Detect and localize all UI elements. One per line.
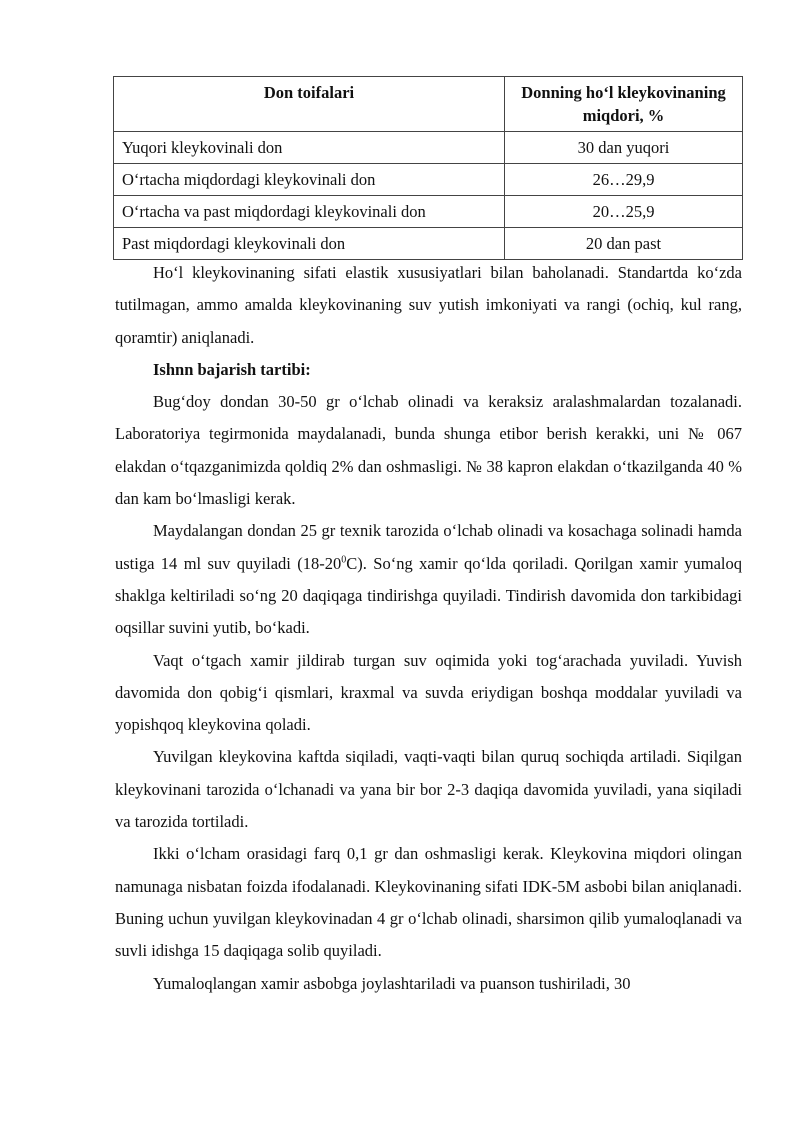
table-cell-amount: 20 dan past [505, 228, 743, 260]
paragraph-device-procedure: Yumaloqlangan xamir asbobga joylashtariladi va puanson tushiriladi, 30 [153, 973, 631, 993]
paragraph-text: C). Soʻng xamir qoʻlda qoriladi. Qorilgan xamir yumaloq shaklga keltiriladi soʻng 20 daqiqaga tindirishga quyiladi. Tindirish davomida don tarkibidagi oqsillar suvini yutib, boʻkadi. [115, 553, 742, 638]
column-header-category: Don toifalari [114, 77, 505, 132]
table-row [114, 132, 743, 164]
table-cell-amount: 30 dan yuqori [505, 132, 743, 164]
table-cell-category: Oʻrtacha miqdordagi kleykovinali don [114, 164, 505, 196]
paragraph-sample-preparation: Bugʻdoy dondan 30-50 gr oʻlchab olinadi va keraksiz aralashmalardan tozalanadi. Laboratoriya tegirmonida maydalanadi, bunda shunga etibor berish kerakki, uni № 067 elakdan oʻtqazganimizda qoldiq 2% dan oshmasligi. № 38 kapron elakdan oʻtkazilganda 40 % dan kam boʻlmasligi kerak. [115, 392, 742, 509]
paragraph-washing: Vaqt oʻtgach xamir jildirab turgan suv oqimida yoki togʻarachada yuviladi. Yuvish davomida don qobigʻi qismlari, kraxmal va suvda eriydigan boshqa moddalar yuviladi va yopishqoq kleykovina qoladi. [115, 650, 742, 735]
gluten-category-table [113, 76, 743, 260]
table-row [114, 196, 743, 228]
table-row [114, 164, 743, 196]
table-cell-category: Oʻrtacha va past miqdordagi kleykovinali don [114, 196, 505, 228]
paragraph-squeezing: Yuvilgan kleykovina kaftda siqiladi, vaqti-vaqti bilan quruq sochiqda artiladi. Siqilgan kleykovinani tarozida oʻlchanadi va yana bir bor 2-3 daqiqa davomida yuviladi, yana siqiladi va tarozida tortiladi. [115, 747, 742, 832]
body-text [115, 257, 742, 1000]
paragraph-quality-assessment: Hoʻl kleykovinaning sifati elastik xususiyatlari bilan baholanadi. Standartda koʻzda tutilmagan, ammo amalda kleykovinaning suv yutish imkoniyati va rangi (ochiq, kul rang, qoramtir) aniqlanadi. [115, 263, 742, 347]
table-cell-category: Past miqdordagi kleykovinali don [114, 228, 505, 260]
degree-superscript: 0 [341, 554, 347, 566]
section-heading: Ishnn bajarish tartibi: [153, 359, 311, 379]
table-cell-category: Yuqori kleykovinali don [114, 132, 505, 164]
table-cell-amount: 26…29,9 [505, 164, 743, 196]
paragraph-dough-kneading [115, 515, 742, 644]
table-header-row [114, 77, 743, 132]
paragraph-text: Maydalangan dondan 25 gr texnik tarozida oʻlchab olinadi va kosachaga solinadi hamda ustiga 14 ml suv quyiladi (18-20 [115, 521, 742, 573]
table-cell-amount: 20…25,9 [505, 196, 743, 228]
table-row [114, 228, 743, 260]
paragraph-measurement: Ikki oʻlcham orasidagi farq 0,1 gr dan oshmasligi kerak. Kleykovina miqdori olingan namunaga nisbatan foizda ifodalanadi. Kleykovinaning sifati IDK-5M asbobi bilan aniqlanadi. Buning uchun yuvilgan kleykovinadan 4 gr oʻlchab olinadi, sharsimon qilib yumaloqlanadi va suvli idishga 15 daqiqaga solib quyiladi. [115, 844, 742, 961]
column-header-gluten-amount: Donning hoʻl kleykovinaning miqdori, % [505, 77, 743, 132]
